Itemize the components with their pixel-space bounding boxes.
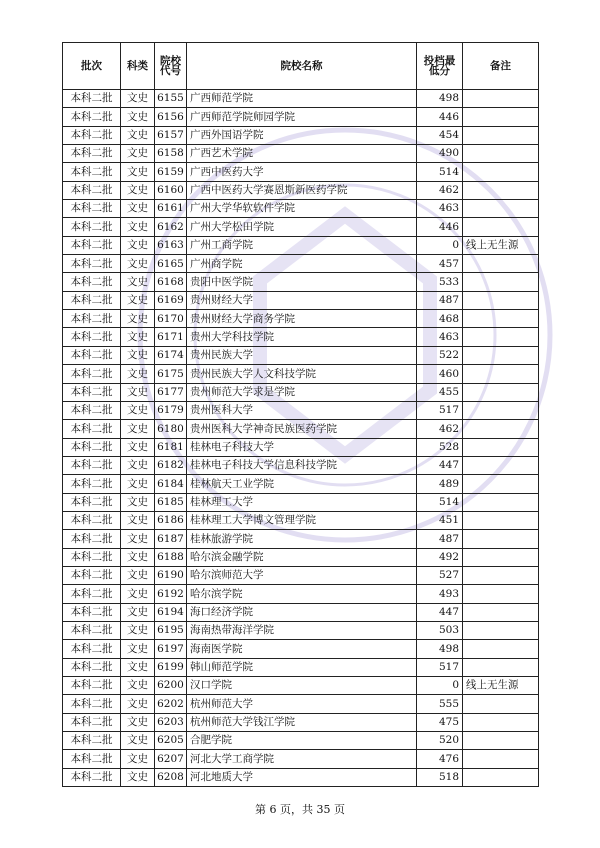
cell-name: 海口经济学院: [187, 603, 417, 621]
cell-subject: 文史: [121, 603, 155, 621]
cell-batch: 本科二批: [63, 475, 121, 493]
header-name: 院校名称: [187, 43, 417, 90]
cell-batch: 本科二批: [63, 273, 121, 291]
cell-note: [463, 603, 539, 621]
cell-score: 520: [417, 732, 463, 750]
header-code-line2: 代号: [160, 65, 181, 77]
table-row: [63, 585, 539, 603]
cell-code: 6200: [155, 677, 187, 695]
cell-score: 514: [417, 493, 463, 511]
cell-subject: 文史: [121, 677, 155, 695]
cell-subject: 文史: [121, 145, 155, 163]
cell-note: [463, 511, 539, 529]
cell-subject: 文史: [121, 200, 155, 218]
cell-subject: 文史: [121, 548, 155, 566]
cell-subject: 文史: [121, 768, 155, 786]
cell-note: [463, 530, 539, 548]
cell-note: [463, 493, 539, 511]
cell-score: 528: [417, 438, 463, 456]
cell-note: [463, 401, 539, 419]
cell-note: [463, 310, 539, 328]
cell-name: 桂林电子科技大学: [187, 438, 417, 456]
cell-note: [463, 383, 539, 401]
table-row: [63, 273, 539, 291]
cell-code: 6174: [155, 346, 187, 364]
cell-score: 514: [417, 163, 463, 181]
cell-note: [463, 732, 539, 750]
cell-score: 462: [417, 181, 463, 199]
cell-code: 6192: [155, 585, 187, 603]
cell-batch: 本科二批: [63, 346, 121, 364]
cell-score: 498: [417, 90, 463, 108]
cell-name: 贵州大学科技学院: [187, 328, 417, 346]
cell-batch: 本科二批: [63, 126, 121, 144]
cell-subject: 文史: [121, 511, 155, 529]
cell-code: 6185: [155, 493, 187, 511]
cell-subject: 文史: [121, 493, 155, 511]
table-row: [63, 438, 539, 456]
cell-code: 6162: [155, 218, 187, 236]
cell-name: 桂林航天工业学院: [187, 475, 417, 493]
cell-batch: 本科二批: [63, 383, 121, 401]
cell-code: 6158: [155, 145, 187, 163]
cell-subject: 文史: [121, 255, 155, 273]
cell-batch: 本科二批: [63, 530, 121, 548]
table-row: [63, 163, 539, 181]
table-row: [63, 90, 539, 108]
cell-batch: 本科二批: [63, 640, 121, 658]
cell-note: [463, 456, 539, 474]
cell-code: 6195: [155, 621, 187, 639]
cell-subject: 文史: [121, 438, 155, 456]
cell-batch: 本科二批: [63, 310, 121, 328]
cell-batch: 本科二批: [63, 420, 121, 438]
cell-note: [463, 108, 539, 126]
cell-name: 广州大学松田学院: [187, 218, 417, 236]
cell-batch: 本科二批: [63, 677, 121, 695]
cell-score: 447: [417, 603, 463, 621]
cell-subject: 文史: [121, 585, 155, 603]
cell-note: [463, 181, 539, 199]
cell-name: 杭州师范大学钱江学院: [187, 713, 417, 731]
cell-score: 487: [417, 291, 463, 309]
cell-score: 522: [417, 346, 463, 364]
cell-code: 6163: [155, 236, 187, 254]
cell-score: 487: [417, 530, 463, 548]
cell-note: [463, 145, 539, 163]
cell-name: 桂林电子科技大学信息科技学院: [187, 456, 417, 474]
cell-subject: 文史: [121, 456, 155, 474]
cell-batch: 本科二批: [63, 291, 121, 309]
cell-code: 6170: [155, 310, 187, 328]
cell-note: [463, 658, 539, 676]
table-row: [63, 291, 539, 309]
cell-note: [463, 548, 539, 566]
cell-batch: 本科二批: [63, 255, 121, 273]
cell-note: [463, 420, 539, 438]
cell-batch: 本科二批: [63, 401, 121, 419]
cell-subject: 文史: [121, 383, 155, 401]
cell-code: 6190: [155, 566, 187, 584]
cell-name: 贵州财经大学: [187, 291, 417, 309]
cell-batch: 本科二批: [63, 713, 121, 731]
cell-batch: 本科二批: [63, 365, 121, 383]
table-row: [63, 420, 539, 438]
cell-code: 6207: [155, 750, 187, 768]
cell-note: 线上无生源: [463, 236, 539, 254]
cell-name: 贵州医科大学: [187, 401, 417, 419]
cell-code: 6187: [155, 530, 187, 548]
table-row: [63, 677, 539, 695]
table-row: [63, 236, 539, 254]
cell-batch: 本科二批: [63, 456, 121, 474]
table-row: [63, 566, 539, 584]
cell-name: 广西师范学院师园学院: [187, 108, 417, 126]
cell-note: [463, 273, 539, 291]
cell-note: [463, 255, 539, 273]
table-row: [63, 218, 539, 236]
cell-name: 广西中医药大学赛恩斯新医药学院: [187, 181, 417, 199]
cell-code: 6203: [155, 713, 187, 731]
cell-batch: 本科二批: [63, 566, 121, 584]
cell-code: 6184: [155, 475, 187, 493]
admission-score-table: [62, 42, 539, 787]
cell-score: 517: [417, 401, 463, 419]
table-row: [63, 200, 539, 218]
cell-batch: 本科二批: [63, 108, 121, 126]
cell-subject: 文史: [121, 310, 155, 328]
cell-code: 6161: [155, 200, 187, 218]
cell-code: 6199: [155, 658, 187, 676]
cell-code: 6155: [155, 90, 187, 108]
cell-batch: 本科二批: [63, 163, 121, 181]
cell-batch: 本科二批: [63, 218, 121, 236]
cell-code: 6177: [155, 383, 187, 401]
table-row: [63, 713, 539, 731]
cell-subject: 文史: [121, 181, 155, 199]
cell-score: 533: [417, 273, 463, 291]
cell-name: 广西外国语学院: [187, 126, 417, 144]
cell-code: 6188: [155, 548, 187, 566]
cell-score: 463: [417, 200, 463, 218]
cell-name: 汉口学院: [187, 677, 417, 695]
cell-score: 492: [417, 548, 463, 566]
cell-score: 498: [417, 640, 463, 658]
cell-subject: 文史: [121, 291, 155, 309]
cell-name: 河北地质大学: [187, 768, 417, 786]
page-footer: 第 6 页，共 35 页: [255, 803, 345, 816]
cell-batch: 本科二批: [63, 732, 121, 750]
table-row: [63, 383, 539, 401]
cell-subject: 文史: [121, 401, 155, 419]
cell-code: 6156: [155, 108, 187, 126]
table-row: [63, 511, 539, 529]
cell-subject: 文史: [121, 163, 155, 181]
cell-code: 6169: [155, 291, 187, 309]
table-row: [63, 310, 539, 328]
cell-note: 线上无生源: [463, 677, 539, 695]
cell-score: 555: [417, 695, 463, 713]
cell-note: [463, 750, 539, 768]
cell-name: 贵州民族大学: [187, 346, 417, 364]
cell-batch: 本科二批: [63, 511, 121, 529]
cell-note: [463, 695, 539, 713]
cell-score: 457: [417, 255, 463, 273]
cell-subject: 文史: [121, 108, 155, 126]
cell-subject: 文史: [121, 420, 155, 438]
cell-batch: 本科二批: [63, 90, 121, 108]
header-note: 备注: [463, 43, 539, 90]
cell-batch: 本科二批: [63, 328, 121, 346]
cell-code: 6197: [155, 640, 187, 658]
cell-code: 6208: [155, 768, 187, 786]
cell-note: [463, 713, 539, 731]
cell-name: 韩山师范学院: [187, 658, 417, 676]
table-row: [63, 548, 539, 566]
cell-batch: 本科二批: [63, 658, 121, 676]
table-row: [63, 658, 539, 676]
cell-subject: 文史: [121, 658, 155, 676]
table-row: [63, 732, 539, 750]
table-row: [63, 126, 539, 144]
cell-name: 合肥学院: [187, 732, 417, 750]
cell-code: 6171: [155, 328, 187, 346]
cell-note: [463, 346, 539, 364]
table-row: [63, 108, 539, 126]
cell-code: 6165: [155, 255, 187, 273]
cell-note: [463, 566, 539, 584]
cell-note: [463, 365, 539, 383]
cell-code: 6157: [155, 126, 187, 144]
cell-score: 446: [417, 108, 463, 126]
cell-name: 广西师范学院: [187, 90, 417, 108]
cell-name: 广西中医药大学: [187, 163, 417, 181]
cell-score: 462: [417, 420, 463, 438]
cell-note: [463, 585, 539, 603]
cell-score: 475: [417, 713, 463, 731]
cell-batch: 本科二批: [63, 750, 121, 768]
table-row: [63, 475, 539, 493]
cell-note: [463, 200, 539, 218]
cell-name: 杭州师范大学: [187, 695, 417, 713]
cell-subject: 文史: [121, 90, 155, 108]
table-row: [63, 493, 539, 511]
table-row: [63, 255, 539, 273]
cell-score: 446: [417, 218, 463, 236]
cell-batch: 本科二批: [63, 603, 121, 621]
cell-batch: 本科二批: [63, 181, 121, 199]
cell-batch: 本科二批: [63, 768, 121, 786]
cell-subject: 文史: [121, 126, 155, 144]
cell-subject: 文史: [121, 566, 155, 584]
cell-code: 6159: [155, 163, 187, 181]
cell-code: 6205: [155, 732, 187, 750]
cell-name: 海南热带海洋学院: [187, 621, 417, 639]
cell-score: 447: [417, 456, 463, 474]
cell-subject: 文史: [121, 713, 155, 731]
cell-code: 6160: [155, 181, 187, 199]
cell-subject: 文史: [121, 530, 155, 548]
cell-batch: 本科二批: [63, 438, 121, 456]
cell-score: 463: [417, 328, 463, 346]
cell-note: [463, 475, 539, 493]
cell-name: 桂林理工大学博文管理学院: [187, 511, 417, 529]
cell-score: 455: [417, 383, 463, 401]
cell-note: [463, 163, 539, 181]
cell-subject: 文史: [121, 732, 155, 750]
cell-batch: 本科二批: [63, 695, 121, 713]
cell-name: 河北大学工商学院: [187, 750, 417, 768]
cell-name: 广州工商学院: [187, 236, 417, 254]
cell-score: 0: [417, 236, 463, 254]
table-row: [63, 603, 539, 621]
cell-subject: 文史: [121, 621, 155, 639]
cell-code: 6175: [155, 365, 187, 383]
cell-name: 贵州民族大学人文科技学院: [187, 365, 417, 383]
cell-name: 桂林理工大学: [187, 493, 417, 511]
cell-score: 518: [417, 768, 463, 786]
table-row: [63, 768, 539, 786]
table-header-row: [63, 43, 539, 90]
cell-score: 527: [417, 566, 463, 584]
cell-name: 贵州财经大学商务学院: [187, 310, 417, 328]
cell-score: 489: [417, 475, 463, 493]
table-row: [63, 530, 539, 548]
table-row: [63, 346, 539, 364]
cell-name: 贵州师范大学求是学院: [187, 383, 417, 401]
table-row: [63, 328, 539, 346]
header-batch: 批次: [63, 43, 121, 90]
table-row: [63, 456, 539, 474]
cell-subject: 文史: [121, 328, 155, 346]
cell-code: 6180: [155, 420, 187, 438]
header-subject: 科类: [121, 43, 155, 90]
cell-name: 海南医学院: [187, 640, 417, 658]
cell-subject: 文史: [121, 750, 155, 768]
cell-name: 贵州医科大学神奇民族医药学院: [187, 420, 417, 438]
cell-batch: 本科二批: [63, 585, 121, 603]
table-row: [63, 640, 539, 658]
cell-code: 6181: [155, 438, 187, 456]
header-code-line1: 院校: [160, 54, 181, 67]
cell-note: [463, 291, 539, 309]
table-row: [63, 621, 539, 639]
cell-batch: 本科二批: [63, 145, 121, 163]
cell-name: 贵阳中医学院: [187, 273, 417, 291]
cell-score: 490: [417, 145, 463, 163]
cell-score: 454: [417, 126, 463, 144]
cell-note: [463, 640, 539, 658]
cell-batch: 本科二批: [63, 200, 121, 218]
cell-subject: 文史: [121, 346, 155, 364]
cell-note: [463, 768, 539, 786]
cell-score: 451: [417, 511, 463, 529]
cell-subject: 文史: [121, 273, 155, 291]
cell-name: 广西艺术学院: [187, 145, 417, 163]
cell-score: 476: [417, 750, 463, 768]
cell-code: 6182: [155, 456, 187, 474]
cell-code: 6186: [155, 511, 187, 529]
cell-name: 哈尔滨学院: [187, 585, 417, 603]
cell-subject: 文史: [121, 695, 155, 713]
cell-score: 468: [417, 310, 463, 328]
cell-note: [463, 621, 539, 639]
header-score-line2: 低分: [429, 65, 450, 77]
cell-batch: 本科二批: [63, 621, 121, 639]
cell-note: [463, 90, 539, 108]
header-score-line1: 投档最: [423, 54, 456, 67]
cell-name: 广州大学华软软件学院: [187, 200, 417, 218]
cell-batch: 本科二批: [63, 548, 121, 566]
cell-name: 广州商学院: [187, 255, 417, 273]
header-code: [155, 43, 187, 90]
cell-subject: 文史: [121, 365, 155, 383]
cell-name: 桂林旅游学院: [187, 530, 417, 548]
cell-subject: 文史: [121, 218, 155, 236]
table-row: [63, 401, 539, 419]
header-score: [417, 43, 463, 90]
cell-subject: 文史: [121, 475, 155, 493]
cell-note: [463, 126, 539, 144]
cell-score: 493: [417, 585, 463, 603]
cell-batch: 本科二批: [63, 236, 121, 254]
table-row: [63, 365, 539, 383]
cell-code: 6194: [155, 603, 187, 621]
cell-name: 哈尔滨师范大学: [187, 566, 417, 584]
cell-code: 6168: [155, 273, 187, 291]
cell-note: [463, 218, 539, 236]
cell-code: 6202: [155, 695, 187, 713]
table-row: [63, 695, 539, 713]
cell-note: [463, 328, 539, 346]
cell-batch: 本科二批: [63, 493, 121, 511]
cell-score: 460: [417, 365, 463, 383]
cell-score: 0: [417, 677, 463, 695]
cell-code: 6179: [155, 401, 187, 419]
cell-subject: 文史: [121, 236, 155, 254]
cell-name: 哈尔滨金融学院: [187, 548, 417, 566]
cell-note: [463, 438, 539, 456]
table-row: [63, 750, 539, 768]
table-row: [63, 145, 539, 163]
cell-score: 503: [417, 621, 463, 639]
cell-subject: 文史: [121, 640, 155, 658]
table-row: [63, 181, 539, 199]
cell-score: 517: [417, 658, 463, 676]
